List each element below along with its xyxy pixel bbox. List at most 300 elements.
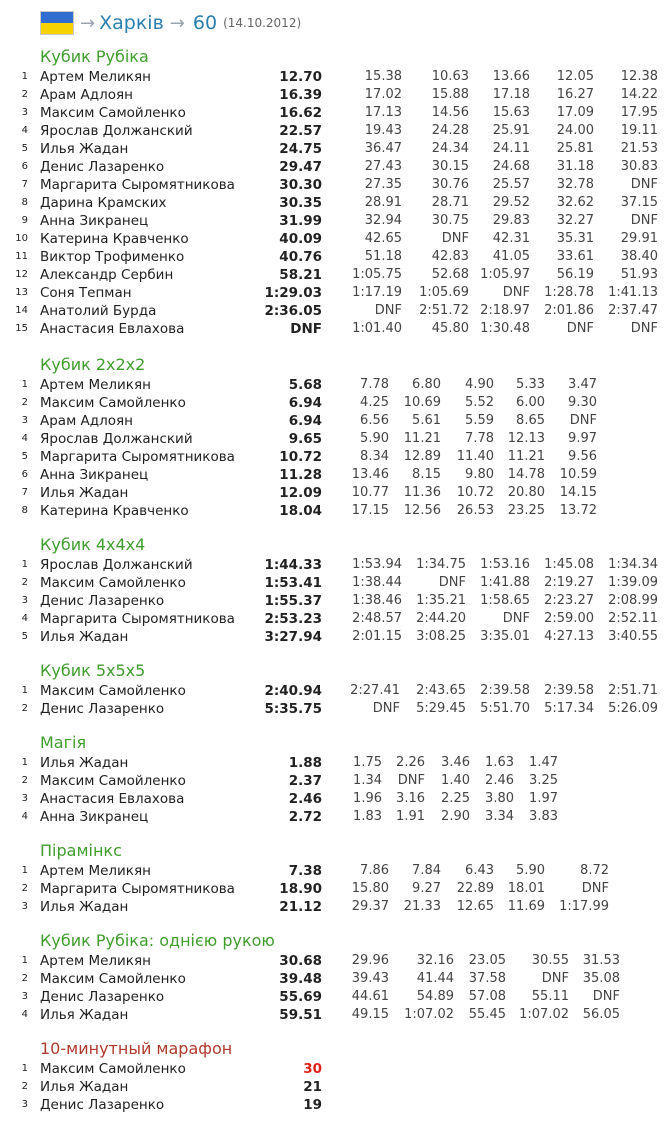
- attempt-time: 2:51.71: [608, 683, 658, 698]
- attempt-time: 30.76: [431, 177, 469, 192]
- best-result: 18.04: [279, 503, 322, 519]
- rank-number: 7: [21, 487, 28, 498]
- attempt-time: 23.25: [507, 503, 545, 518]
- result-row: [0, 700, 668, 718]
- attempt-time: 5.59: [465, 413, 494, 428]
- rank-number: 4: [21, 1009, 28, 1020]
- attempt-time: 11.21: [403, 431, 441, 446]
- rank-number: 4: [21, 125, 28, 136]
- result-row: [0, 140, 668, 158]
- attempt-time: 3.46: [441, 755, 470, 770]
- competitor-name: Анна Зикранец: [40, 809, 149, 825]
- attempt-time: 3.80: [485, 791, 514, 806]
- rank-number: 3: [21, 901, 28, 912]
- attempt-time: DNF: [374, 303, 402, 318]
- attempt-time: 1:45.08: [544, 557, 594, 572]
- competitor-name: Денис Лазаренко: [40, 1097, 165, 1113]
- rank-number: 1: [21, 865, 28, 876]
- attempt-time: 1.91: [396, 809, 425, 824]
- competitor-name: Денис Лазаренко: [40, 593, 165, 609]
- best-result: 18.90: [279, 881, 322, 897]
- attempt-time: 9.27: [412, 881, 441, 896]
- result-row: [0, 394, 668, 412]
- attempt-time: 32.62: [556, 195, 594, 210]
- best-result: 7.38: [288, 863, 322, 879]
- attempt-time: 29.96: [351, 953, 389, 968]
- attempt-time: 6.80: [412, 377, 441, 392]
- attempt-time: 5.33: [516, 377, 545, 392]
- rank-number: 1: [21, 955, 28, 966]
- rank-number: 2: [21, 577, 28, 588]
- attempt-time: 51.93: [620, 267, 658, 282]
- attempt-time: 24.11: [492, 141, 530, 156]
- result-row: [0, 1078, 668, 1096]
- attempt-time: DNF: [566, 321, 594, 336]
- attempt-time: 1:53.16: [480, 557, 530, 572]
- competitor-name: Анастасия Евлахова: [40, 791, 185, 807]
- event-title: Кубик Рубіка: однією рукою: [40, 931, 275, 950]
- best-result: 10.72: [279, 449, 322, 465]
- best-result: 29.47: [279, 159, 322, 175]
- attempt-time: DNF: [630, 321, 658, 336]
- best-result: 12.70: [279, 69, 322, 85]
- competitor-name: Артем Меликян: [40, 377, 151, 393]
- attempt-time: 1:35.21: [416, 593, 466, 608]
- attempt-time: 42.31: [492, 231, 530, 246]
- event-title: Кубик Рубіка: [40, 47, 149, 66]
- attempt-time: 1.34: [353, 773, 382, 788]
- attempt-time: 41.44: [416, 971, 454, 986]
- competitor-name: Илья Жадан: [40, 755, 129, 771]
- competitor-name: Максим Самойленко: [40, 773, 186, 789]
- attempt-time: 44.61: [351, 989, 389, 1004]
- attempt-time: 32.94: [364, 213, 402, 228]
- event-section: [0, 930, 668, 1024]
- attempt-time: 7.86: [360, 863, 389, 878]
- breadcrumb: [40, 8, 301, 38]
- result-row: [0, 212, 668, 230]
- rank-number: 3: [21, 107, 28, 118]
- attempt-time: 1:17.99: [559, 899, 609, 914]
- attempt-time: 1:05.69: [419, 285, 469, 300]
- attempt-time: 55.45: [468, 1007, 506, 1022]
- result-row: [0, 556, 668, 574]
- best-result: 1:55.37: [264, 593, 322, 609]
- result-row: [0, 122, 668, 140]
- result-row: [0, 158, 668, 176]
- attempt-time: 24.34: [431, 141, 469, 156]
- rank-number: 14: [15, 305, 28, 316]
- ukraine-flag-icon: [40, 11, 74, 35]
- best-result: 3:27.94: [264, 629, 322, 645]
- attempt-time: 10.69: [403, 395, 441, 410]
- result-row: [0, 320, 668, 338]
- attempt-time: 1:38.46: [352, 593, 402, 608]
- best-result: 2:40.94: [264, 683, 322, 699]
- attempt-time: 15.80: [351, 881, 389, 896]
- attempt-time: 2:27.41: [350, 683, 400, 698]
- competitor-name: Ярослав Должанский: [40, 431, 193, 447]
- attempt-time: 12.89: [403, 449, 441, 464]
- competitor-name: Максим Самойленко: [40, 971, 186, 987]
- competitor-name: Ярослав Должанский: [40, 123, 193, 139]
- attempt-time: 29.37: [351, 899, 389, 914]
- attempt-time: DNF: [438, 575, 466, 590]
- competitor-name: Арам Адлоян: [40, 413, 133, 429]
- rank-number: 2: [21, 1081, 28, 1092]
- attempt-time: DNF: [397, 773, 425, 788]
- result-row: [0, 808, 668, 826]
- competitor-name: Катерина Кравченко: [40, 231, 189, 247]
- rank-number: 1: [21, 379, 28, 390]
- attempt-time: 14.56: [431, 105, 469, 120]
- competitor-name: Анатолий Бурда: [40, 303, 157, 319]
- attempt-time: 15.38: [364, 69, 402, 84]
- rank-number: 13: [15, 287, 28, 298]
- result-row: [0, 1006, 668, 1024]
- best-result: 1:53.41: [264, 575, 322, 591]
- attempt-time: 2:19.27: [544, 575, 594, 590]
- competitor-name: Маргарита Сыромятникова: [40, 177, 235, 193]
- attempt-time: 57.08: [468, 989, 506, 1004]
- attempt-time: 17.02: [364, 87, 402, 102]
- attempt-time: 12.13: [507, 431, 545, 446]
- attempt-time: 3:08.25: [416, 629, 466, 644]
- event-title: Пірамінкс: [40, 841, 122, 860]
- attempt-time: 14.15: [559, 485, 597, 500]
- best-result: 21.12: [279, 899, 322, 915]
- competitor-name: Арам Адлоян: [40, 87, 133, 103]
- attempt-time: 17.13: [364, 105, 402, 120]
- attempt-time: DNF: [592, 989, 620, 1004]
- attempt-time: 11.40: [456, 449, 494, 464]
- attempt-time: 55.11: [531, 989, 569, 1004]
- attempt-time: 32.16: [416, 953, 454, 968]
- attempt-time: 25.57: [492, 177, 530, 192]
- attempt-time: 1.40: [441, 773, 470, 788]
- attempt-time: 8.15: [412, 467, 441, 482]
- attempt-time: 1:53.94: [352, 557, 402, 572]
- attempt-time: 3:40.55: [608, 629, 658, 644]
- best-result: 16.62: [279, 105, 322, 121]
- attempt-time: 2:39.58: [480, 683, 530, 698]
- result-row: [0, 952, 668, 970]
- attempt-time: 2:18.97: [480, 303, 530, 318]
- attempt-time: 5.52: [465, 395, 494, 410]
- attempt-time: 13.72: [559, 503, 597, 518]
- attempt-time: 3.47: [568, 377, 597, 392]
- attempt-time: 29.91: [620, 231, 658, 246]
- attempt-time: 23.05: [468, 953, 506, 968]
- best-result: 30.30: [279, 177, 322, 193]
- rank-number: 8: [21, 197, 28, 208]
- best-result: 58.21: [279, 267, 322, 283]
- attempt-time: 54.89: [416, 989, 454, 1004]
- event-section: [0, 840, 668, 916]
- attempt-time: 2:01.15: [352, 629, 402, 644]
- competitor-name: Илья Жадан: [40, 629, 129, 645]
- result-row: [0, 302, 668, 320]
- best-result: 11.28: [279, 467, 322, 483]
- attempt-time: 49.15: [351, 1007, 389, 1022]
- attempt-time: 2:23.27: [544, 593, 594, 608]
- result-row: [0, 376, 668, 394]
- attempt-time: 20.80: [507, 485, 545, 500]
- attempt-time: 2:43.65: [416, 683, 466, 698]
- best-result: 30: [303, 1061, 322, 1077]
- attempt-time: 45.80: [431, 321, 469, 336]
- rank-number: 1: [21, 1063, 28, 1074]
- attempt-time: 6.00: [516, 395, 545, 410]
- rank-number: 3: [21, 991, 28, 1002]
- best-result: 30.35: [279, 195, 322, 211]
- attempt-time: 31.18: [556, 159, 594, 174]
- best-result: 40.76: [279, 249, 322, 265]
- attempt-time: 7.84: [412, 863, 441, 878]
- city-link[interactable]: Харків: [99, 12, 164, 34]
- event-title: Кубик 5x5x5: [40, 661, 146, 680]
- attempt-time: 1.83: [353, 809, 382, 824]
- attempt-time: DNF: [581, 881, 609, 896]
- result-row: [0, 448, 668, 466]
- attempt-time: 1:41.88: [480, 575, 530, 590]
- competitor-name: Денис Лазаренко: [40, 159, 165, 175]
- attempt-time: 8.65: [516, 413, 545, 428]
- result-row: [0, 430, 668, 448]
- attempt-time: 10.77: [351, 485, 389, 500]
- rank-number: 6: [21, 161, 28, 172]
- competitor-name: Маргарита Сыромятникова: [40, 611, 235, 627]
- competitor-name: Маргарита Сыромятникова: [40, 881, 235, 897]
- best-result: 19: [303, 1097, 322, 1113]
- attempt-time: 25.81: [556, 141, 594, 156]
- attempt-time: 8.34: [360, 449, 389, 464]
- result-row: [0, 266, 668, 284]
- best-result: 24.75: [279, 141, 322, 157]
- attempt-time: 18.01: [507, 881, 545, 896]
- competitor-name: Максим Самойленко: [40, 683, 186, 699]
- competitor-name: Илья Жадан: [40, 899, 129, 915]
- best-result: 22.57: [279, 123, 322, 139]
- rank-number: 9: [21, 215, 28, 226]
- attempt-time: 24.68: [492, 159, 530, 174]
- event-title: Кубик 4x4x4: [40, 535, 146, 554]
- event-section: [0, 660, 668, 718]
- best-result: 2:36.05: [264, 303, 322, 319]
- attempt-time: 14.22: [620, 87, 658, 102]
- attempt-time: 3.34: [485, 809, 514, 824]
- rank-number: 6: [21, 469, 28, 480]
- event-section: [0, 1038, 668, 1114]
- attempt-time: DNF: [441, 231, 469, 246]
- attempt-time: 12.38: [620, 69, 658, 84]
- best-result: 30.68: [279, 953, 322, 969]
- rank-number: 2: [21, 775, 28, 786]
- attempt-time: 5:26.09: [608, 701, 658, 716]
- attempt-time: 32.78: [556, 177, 594, 192]
- best-result: 59.51: [279, 1007, 322, 1023]
- competitor-name: Ярослав Должанский: [40, 557, 193, 573]
- result-row: [0, 1060, 668, 1078]
- attempt-time: 2:01.86: [544, 303, 594, 318]
- attempt-time: 41.05: [492, 249, 530, 264]
- result-row: [0, 1096, 668, 1114]
- rank-number: 3: [21, 595, 28, 606]
- competitor-name: Максим Самойленко: [40, 1061, 186, 1077]
- rank-number: 3: [21, 415, 28, 426]
- attempt-time: 3:35.01: [480, 629, 530, 644]
- attempt-time: 30.55: [531, 953, 569, 968]
- attempt-time: DNF: [502, 611, 530, 626]
- attempt-time: DNF: [541, 971, 569, 986]
- attempt-time: 30.83: [620, 159, 658, 174]
- best-result: 21: [303, 1079, 322, 1095]
- result-row: [0, 502, 668, 520]
- attempt-time: 1:01.40: [352, 321, 402, 336]
- event-section: [0, 46, 668, 338]
- result-row: [0, 898, 668, 916]
- attempt-time: 3.16: [396, 791, 425, 806]
- result-row: [0, 628, 668, 646]
- attempt-time: 5:51.70: [480, 701, 530, 716]
- attempt-time: 26.53: [456, 503, 494, 518]
- rank-number: 1: [21, 559, 28, 570]
- attempt-time: 1:17.19: [352, 285, 402, 300]
- arrow-icon: →: [169, 12, 185, 34]
- attempt-time: 28.71: [431, 195, 469, 210]
- result-row: [0, 176, 668, 194]
- attempt-time: 1:38.44: [352, 575, 402, 590]
- rank-number: 5: [21, 631, 28, 642]
- best-result: 2.72: [288, 809, 322, 825]
- best-result: 31.99: [279, 213, 322, 229]
- attempt-time: 21.53: [620, 141, 658, 156]
- competitor-name: Артем Меликян: [40, 863, 151, 879]
- attempt-time: 10.63: [431, 69, 469, 84]
- result-row: [0, 68, 668, 86]
- attempt-time: 1:28.78: [544, 285, 594, 300]
- result-row: [0, 484, 668, 502]
- attempt-time: 6.56: [360, 413, 389, 428]
- best-result: DNF: [290, 321, 322, 337]
- attempt-time: 36.47: [364, 141, 402, 156]
- attempt-time: 29.83: [492, 213, 530, 228]
- attempt-time: 24.00: [556, 123, 594, 138]
- attempt-time: 13.46: [351, 467, 389, 482]
- competitor-name: Маргарита Сыромятникова: [40, 449, 235, 465]
- attempt-time: 1:58.65: [480, 593, 530, 608]
- result-row: [0, 466, 668, 484]
- attempt-time: 1:05.75: [352, 267, 402, 282]
- competitor-name: Максим Самойленко: [40, 395, 186, 411]
- attempt-time: 52.68: [431, 267, 469, 282]
- result-row: [0, 574, 668, 592]
- attempt-time: 10.72: [456, 485, 494, 500]
- attempt-time: 24.28: [431, 123, 469, 138]
- attempt-time: 4.25: [360, 395, 389, 410]
- result-row: [0, 592, 668, 610]
- competitor-name: Максим Самойленко: [40, 105, 186, 121]
- attempt-time: 17.95: [620, 105, 658, 120]
- attempt-time: DNF: [630, 177, 658, 192]
- competitor-name: Денис Лазаренко: [40, 989, 165, 1005]
- attempt-time: 8.72: [580, 863, 609, 878]
- attempt-time: 38.40: [620, 249, 658, 264]
- attempt-time: 15.88: [431, 87, 469, 102]
- attempt-time: 37.15: [620, 195, 658, 210]
- rank-number: 5: [21, 143, 28, 154]
- attempt-time: 2.46: [485, 773, 514, 788]
- attempt-time: DNF: [630, 213, 658, 228]
- competitor-name: Максим Самойленко: [40, 575, 186, 591]
- rank-number: 15: [15, 323, 28, 334]
- competition-date: (14.10.2012): [223, 16, 302, 30]
- rank-number: 4: [21, 811, 28, 822]
- rank-number: 2: [21, 973, 28, 984]
- attempt-time: 33.61: [556, 249, 594, 264]
- best-result: 6.94: [288, 395, 322, 411]
- best-result: 16.39: [279, 87, 322, 103]
- attempt-time: 1.47: [529, 755, 558, 770]
- attempt-time: DNF: [502, 285, 530, 300]
- result-row: [0, 754, 668, 772]
- competitor-name: Анастасия Евлахова: [40, 321, 185, 337]
- competitor-name: Илья Жадан: [40, 1007, 129, 1023]
- attempt-time: 2:39.58: [544, 683, 594, 698]
- rank-number: 1: [21, 71, 28, 82]
- event-section: [0, 732, 668, 826]
- competition-number-link[interactable]: 60: [192, 12, 218, 34]
- attempt-time: 2.25: [441, 791, 470, 806]
- attempt-time: 1:07.02: [519, 1007, 569, 1022]
- attempt-time: 2:51.72: [419, 303, 469, 318]
- attempt-time: 1.63: [485, 755, 514, 770]
- attempt-time: 1:41.13: [608, 285, 658, 300]
- attempt-time: 1:34.34: [608, 557, 658, 572]
- attempt-time: 31.53: [582, 953, 620, 968]
- attempt-time: 1.96: [353, 791, 382, 806]
- event-title: 10-минутный марафон: [40, 1039, 233, 1058]
- result-row: [0, 86, 668, 104]
- attempt-time: 51.18: [364, 249, 402, 264]
- attempt-time: 2.26: [396, 755, 425, 770]
- result-row: [0, 284, 668, 302]
- best-result: 12.09: [279, 485, 322, 501]
- attempt-time: DNF: [372, 701, 400, 716]
- attempt-time: 11.21: [507, 449, 545, 464]
- attempt-time: 5.90: [516, 863, 545, 878]
- competitor-name: Денис Лазаренко: [40, 701, 165, 717]
- best-result: 39.48: [279, 971, 322, 987]
- attempt-time: 4:27.13: [544, 629, 594, 644]
- result-row: [0, 682, 668, 700]
- attempt-time: 2:48.57: [352, 611, 402, 626]
- attempt-time: 56.19: [556, 267, 594, 282]
- attempt-time: 6.43: [465, 863, 494, 878]
- rank-number: 10: [15, 233, 28, 244]
- result-row: [0, 104, 668, 122]
- result-row: [0, 230, 668, 248]
- rank-number: 5: [21, 451, 28, 462]
- attempt-time: 11.69: [507, 899, 545, 914]
- result-row: [0, 988, 668, 1006]
- competitor-name: Илья Жадан: [40, 485, 129, 501]
- attempt-time: 9.97: [568, 431, 597, 446]
- attempt-time: 17.09: [556, 105, 594, 120]
- best-result: 1:44.33: [264, 557, 322, 573]
- attempt-time: 17.15: [351, 503, 389, 518]
- attempt-time: 1.97: [529, 791, 558, 806]
